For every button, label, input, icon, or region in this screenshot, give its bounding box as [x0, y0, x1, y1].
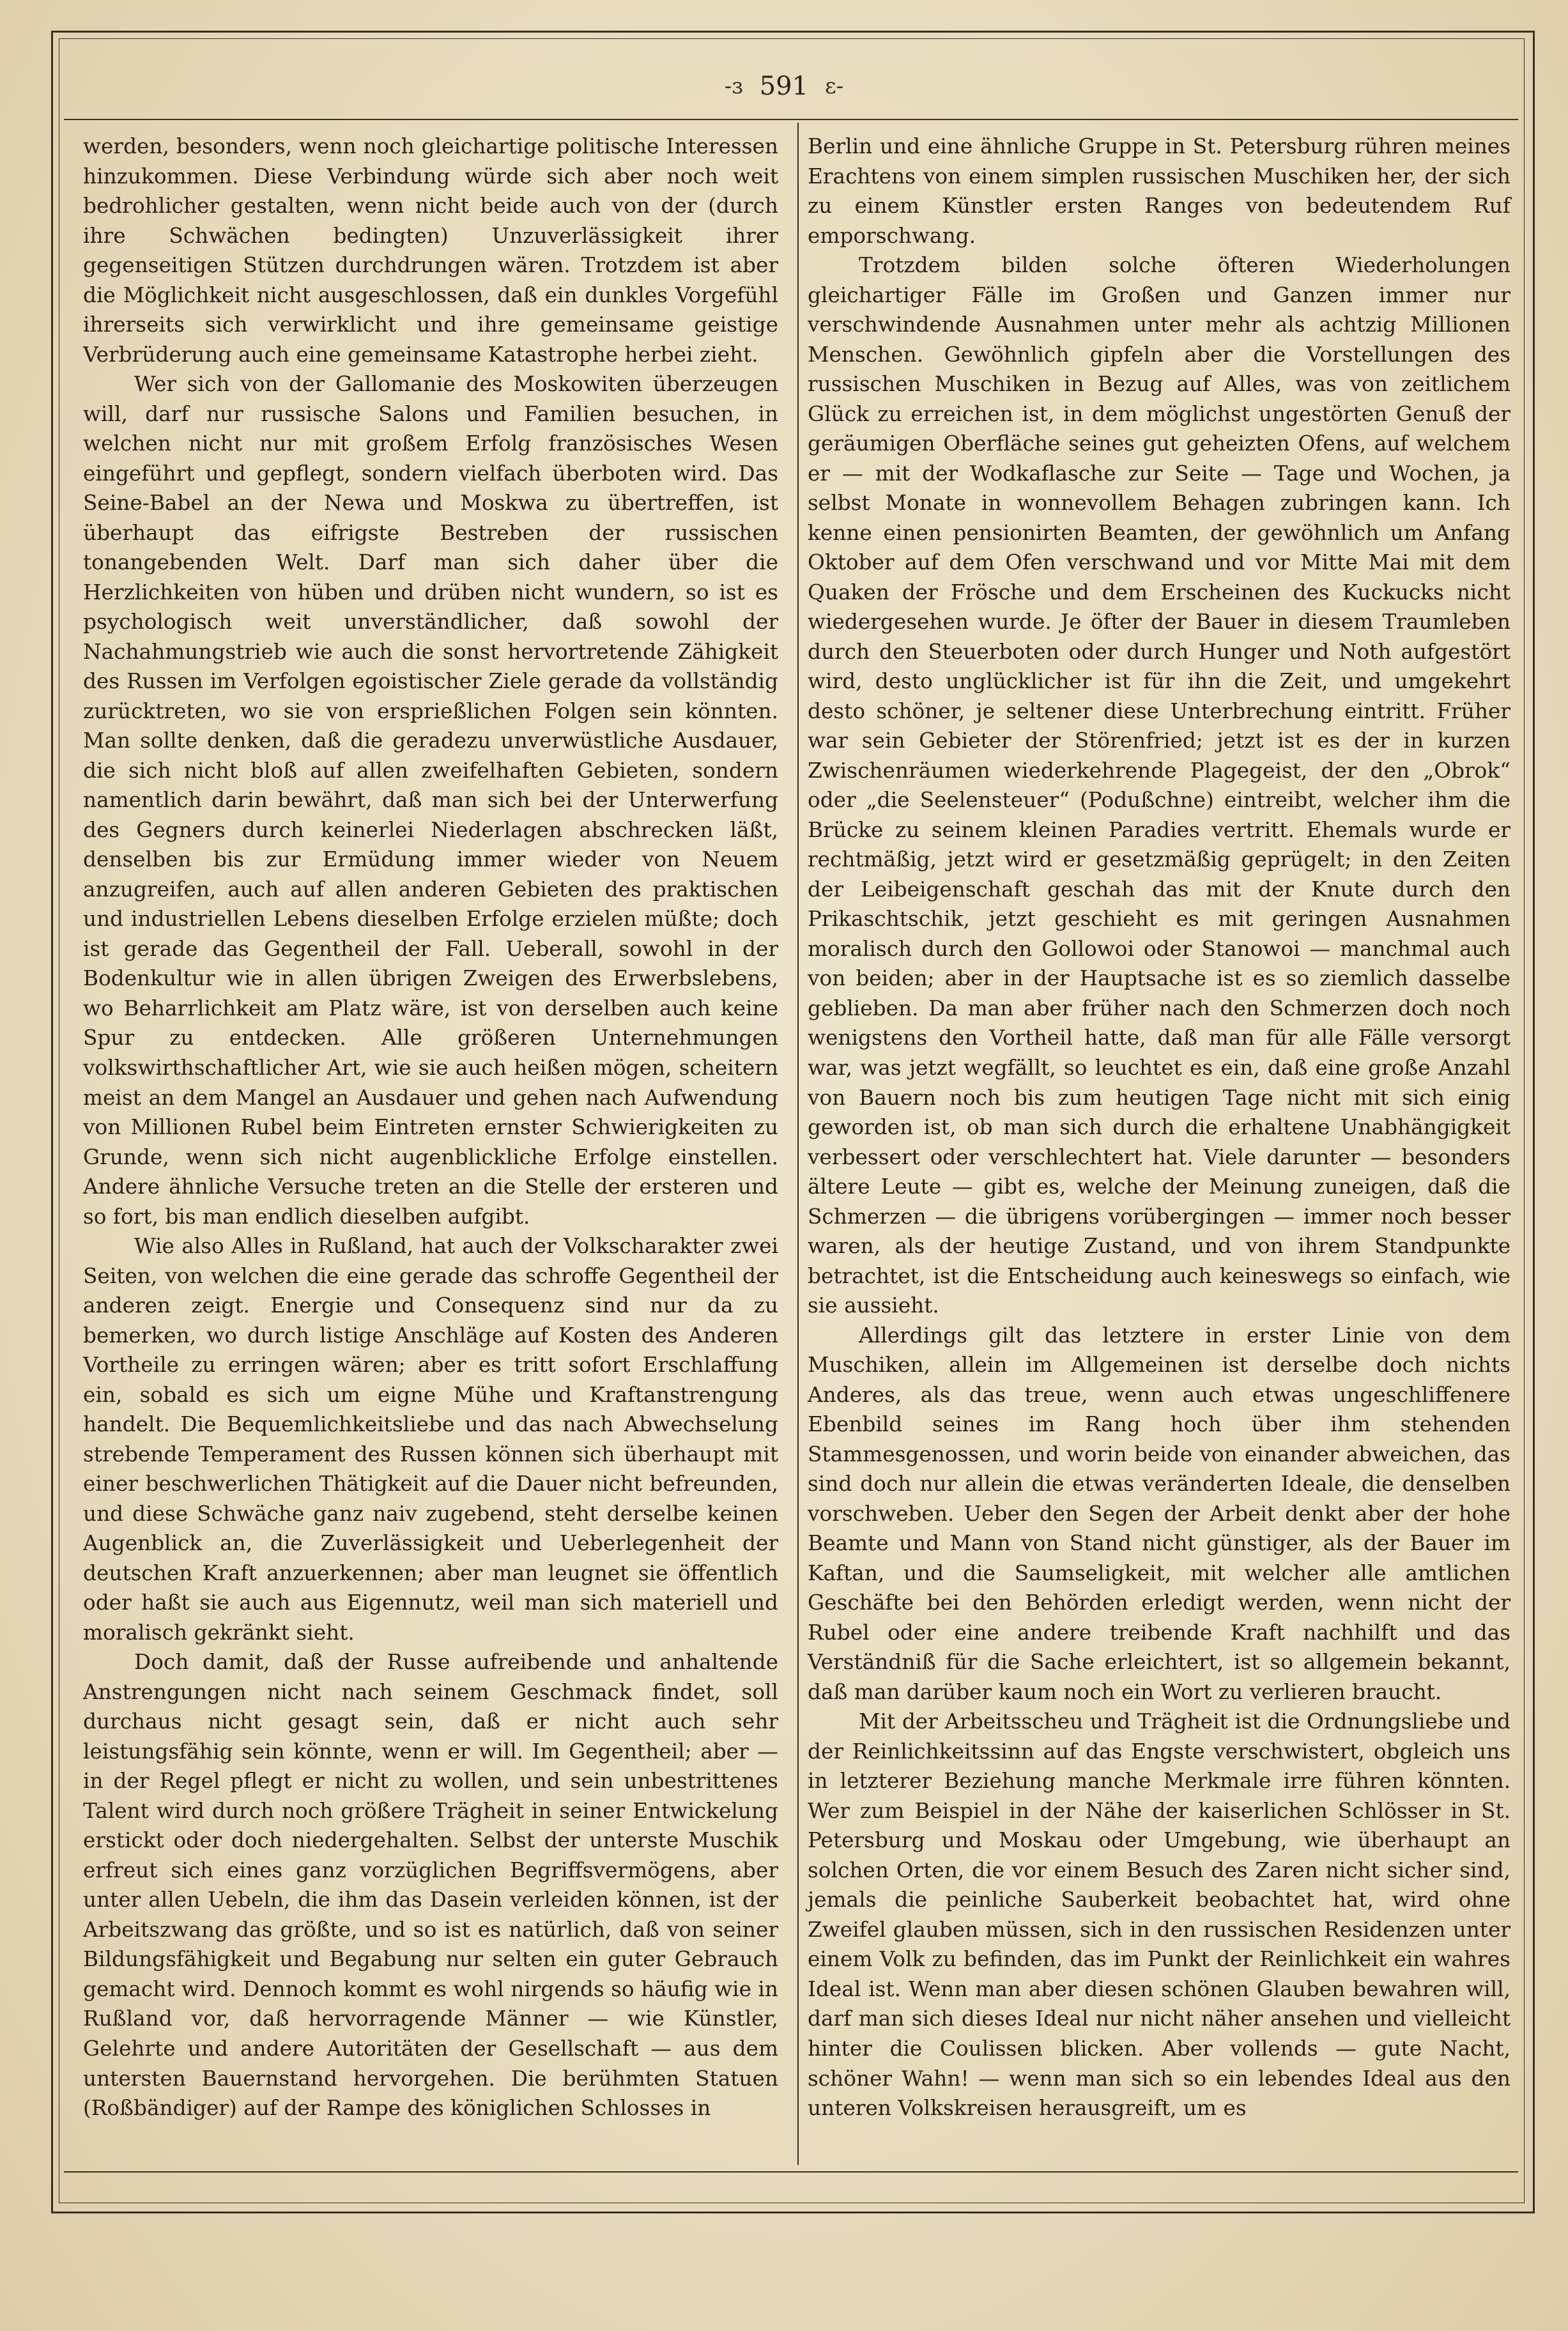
bottom-rule	[64, 2171, 1518, 2173]
ornament-left-icon: -ɜ	[724, 73, 743, 99]
paragraph: Wie also Alles in Rußland, hat auch der Volkscharakter zwei Seiten, von welchen die eine gerade das schroffe Gegentheil der anderen zeigt. Energie und Consequenz sind nur da zu bemerken, wo durch listige Anschläge auf Kosten des Anderen Vortheile zu erringen wären; aber es tritt sofort Erschlaffung ein, sobald es sich um eigne Mühe und Kraftanstrengung handelt. Die Bequemlichkeitsliebe und das nach Abwechselung strebende Temperament des Russen können sich überhaupt mit einer beschwerlichen Thätigkeit auf die Dauer nicht befreunden, und diese Schwäche ganz naiv zugebend, steht derselbe keinen Augenblick an, die Zuverlässigkeit und Ueberlegenheit der deutschen Kraft anzuerkennen; aber man leugnet sie öffentlich oder haßt sie auch aus Eigennutz, weil man sich materiell und moralisch gekränkt sieht.	[83, 1234, 778, 1645]
paragraph: werden, besonders, wenn noch gleichartige politische Interessen hinzukommen. Diese Verbindung würde sich aber noch weit bedrohlicher gestalten, wenn nicht beide auch von der (durch ihre Schwächen bedingten) Unzuverlässigkeit ihrer gegenseitigen Stützen durchdrungen wären. Trotzdem ist aber die Möglichkeit nicht ausgeschlossen, daß ein dunkles Vorgefühl ihrerseits sich verwirklicht und ihre gemeinsame geistige Verbrüderung auch eine gemeinsame Katastrophe herbei zieht.	[83, 134, 778, 367]
paragraph: Trotzdem bilden solche öfteren Wiederholungen gleichartiger Fälle im Großen und Ganzen immer nur verschwindende Ausnahmen unter mehr als achtzig Millionen Menschen. Gewöhnlich gipfeln aber die Vorstellungen des russischen Muschiken in Bezug auf Alles, was von zeitlichem Glück zu erreichen ist, in dem möglichst ungestörten Genuß der geräumigen Oberfläche seines gut geheizten Ofens, auf welchem er — mit der Wodkaflasche zur Seite — Tage und Wochen, ja selbst Monate in wonnevollem Behagen zubringen kann. Ich kenne einen pensionirten Beamten, der gewöhnlich um Anfang Oktober auf dem Ofen verschwand und vor Mitte Mai mit dem Quaken der Frösche und dem Erscheinen des Kuckucks nicht wiedergesehen wurde. Je öfter der Bauer in diesem Traumleben durch den Steuerboten oder durch Hunger und Noth aufgestört wird, desto unglücklicher ist für ihn die Zeit, und umgekehrt desto schöner, je seltener diese Unterbrechung eintritt. Früher war sein Gebieter der Störenfried; jetzt ist es der in kurzen Zwischenräumen wiederkehrende Plagegeist, der den „Obrok“ oder „die Seelensteuer“ (Podußchne) eintreibt, welcher ihm die Brücke zu seinem kleinen Paradies vertritt. Ehemals wurde er rechtmäßig, jetzt wird er gesetzmäßig geprügelt; in den Zeiten der Leibeigenschaft geschah das mit der Knute durch den Prikaschtschik, jetzt geschieht es mit geringen Ausnahmen moralisch durch den Gollowoi oder Stanowoi — manchmal auch von beiden; aber in der Hauptsache ist es so ziemlich dasselbe geblieben. Da man aber früher nach den Schmerzen doch noch wenigstens den Vortheil hatte, daß man für alle Fälle versorgt war, was jetzt wegfällt, so leuchtet es ein, daß eine große Anzahl von Bauern noch bis zum heutigen Tage nicht mit sich einig geworden ist, ob man sich durch die erhaltene Unabhängigkeit verbessert oder verschlechtert hat. Viele darunter — besonders ältere Leute — gibt es, welche der Meinung zuneigen, daß die Schmerzen — die übrigens vorübergingen — immer noch besser waren, als der heutige Zustand, und von ihrem Standpunkte betrachtet, ist die Entscheidung auch keineswegs so einfach, wie sie aussieht.	[808, 253, 1510, 1318]
left-column	[83, 132, 778, 2123]
header-rule	[64, 119, 1518, 120]
paragraph: Wer sich von der Gallomanie des Moskowiten überzeugen will, darf nur russische Salons und Familien besuchen, in welchen nicht nur mit großem Erfolg französisches Wesen eingeführt und gepflegt, sondern vielfach überboten wird. Das Seine-Babel an der Newa und Moskwa zu übertreffen, ist überhaupt das eifrigste Bestreben der russischen tonangebenden Welt. Darf man sich daher über die Herzlichkeiten von hüben und drüben nicht wundern, so ist es psychologisch weit unverständlicher, daß sowohl der Nachahmungstrieb wie auch die sonst hervortretende Zähigkeit des Russen im Verfolgen egoistischer Ziele gerade da vollständig zurücktreten, wo sie von ersprießlichen Folgen sein könnten. Man sollte denken, daß die geradezu unverwüstliche Ausdauer, die sich nicht bloß auf allen zweifelhaften Gebieten, sondern namentlich darin bewährt, daß man sich bei der Unterwerfung des Gegners durch keinerlei Niederlagen abschrecken läßt, denselben bis zur Ermüdung immer wieder von Neuem anzugreifen, auch auf allen anderen Gebieten des praktischen und industriellen Lebens dieselben Erfolge erzielen müßte; doch ist gerade das Gegentheil der Fall. Ueberall, sowohl in der Bodenkultur wie in allen übrigen Zweigen des Erwerbslebens, wo Beharrlichkeit am Platz wäre, ist von derselben auch keine Spur zu entdecken. Alle größeren Unternehmungen volkswirthschaftlicher Art, wie sie auch heißen mögen, scheitern meist an dem Mangel an Ausdauer und gehen nach Aufwendung von Millionen Rubel beim Eintreten ernster Schwierigkeiten zu Grunde, wenn sich nicht augenblickliche Erfolge einstellen. Andere ähnliche Versuche treten an die Stelle der ersteren und so fort, bis man endlich dieselben aufgibt.	[83, 372, 778, 1229]
paragraph: Berlin und eine ähnliche Gruppe in St. Petersburg rühren meines Erachtens von einem simplen russischen Muschiken her, der sich zu einem Künstler ersten Ranges von bedeutendem Ruf emporschwang.	[808, 134, 1510, 248]
ornament-right-icon: ε-	[825, 73, 844, 99]
right-column	[808, 132, 1510, 2123]
column-divider	[797, 123, 799, 2165]
paragraph: Allerdings gilt das letztere in erster Linie von dem Muschiken, allein im Allgemeinen ist derselbe doch nichts Anderes, als das treue, wenn auch etwas ungeschliffenere Ebenbild seines im Rang hoch über ihm stehenden Stammesgenossen, und worin beide von einander abweichen, das sind doch nur allein die etwas veränderten Ideale, die denselben vorschweben. Ueber den Segen der Arbeit denkt aber der hohe Beamte und Mann von Stand nicht günstiger, als der Bauer im Kaftan, und die Saumseligkeit, mit welcher alle amtlichen Geschäfte bei den Behörden erledigt werden, wenn nicht der Rubel oder eine andere treibende Kraft nachhilft und das Verständniß für die Sache erleichtert, ist so allgemein bekannt, daß man darüber kaum noch ein Wort zu verlieren braucht.	[808, 1323, 1510, 1704]
paragraph: Mit der Arbeitsscheu und Trägheit ist die Ordnungsliebe und der Reinlichkeitssinn auf das Engste verschwistert, obgleich uns in letzterer Beziehung manche Merkmale irre führen könnten. Wer zum Beispiel in der Nähe der kaiserlichen Schlösser in St. Petersburg und Moskau oder Umgebung, wie überhaupt an solchen Orten, die vor einem Besuch des Zaren nicht sicher sind, jemals die peinliche Sauberkeit beobachtet hat, wird ohne Zweifel glauben müssen, sich in den russischen Residenzen unter einem Volk zu befinden, das im Punkt der Reinlichkeit ein wahres Ideal ist. Wenn man aber diesen schönen Glauben bewahren will, darf man sich dieses Ideal nur nicht näher ansehen und vielleicht hinter die Coulissen blicken. Aber vollends — gute Nacht, schöner Wahn! — wenn man sich so ein lebendes Ideal aus den unteren Volkskreisen herausgreift, um es	[808, 1709, 1510, 2121]
paragraph: Doch damit, daß der Russe aufreibende und anhaltende Anstrengungen nicht nach seinem Geschmack findet, soll durchaus nicht gesagt sein, daß er nicht auch sehr leistungsfähig sein könnte, wenn er will. Im Gegentheil; aber — in der Regel pflegt er nicht zu wollen, und sein unbestrittenes Talent wird durch noch größere Trägheit in seiner Entwickelung erstickt oder doch niedergehalten. Selbst der unterste Muschik erfreut sich eines ganz vorzüglichen Begriffsvermögens, aber unter allen Uebeln, die ihm das Dasein verleiden können, ist der Arbeitszwang das größte, und so ist es natürlich, daß von seiner Bildungsfähigkeit und Begabung nur selten ein guter Gebrauch gemacht wird. Dennoch kommt es wohl nirgends so häufig wie in Rußland vor, daß hervorragende Männer — wie Künstler, Gelehrte und andere Autoritäten der Gesellschaft — aus dem untersten Bauernstand hervorgehen. Die berühmten Statuen (Roßbändiger) auf der Rampe des königlichen Schlosses in	[83, 1650, 778, 2121]
page-header	[0, 64, 1568, 109]
page-number: 591	[759, 72, 809, 101]
